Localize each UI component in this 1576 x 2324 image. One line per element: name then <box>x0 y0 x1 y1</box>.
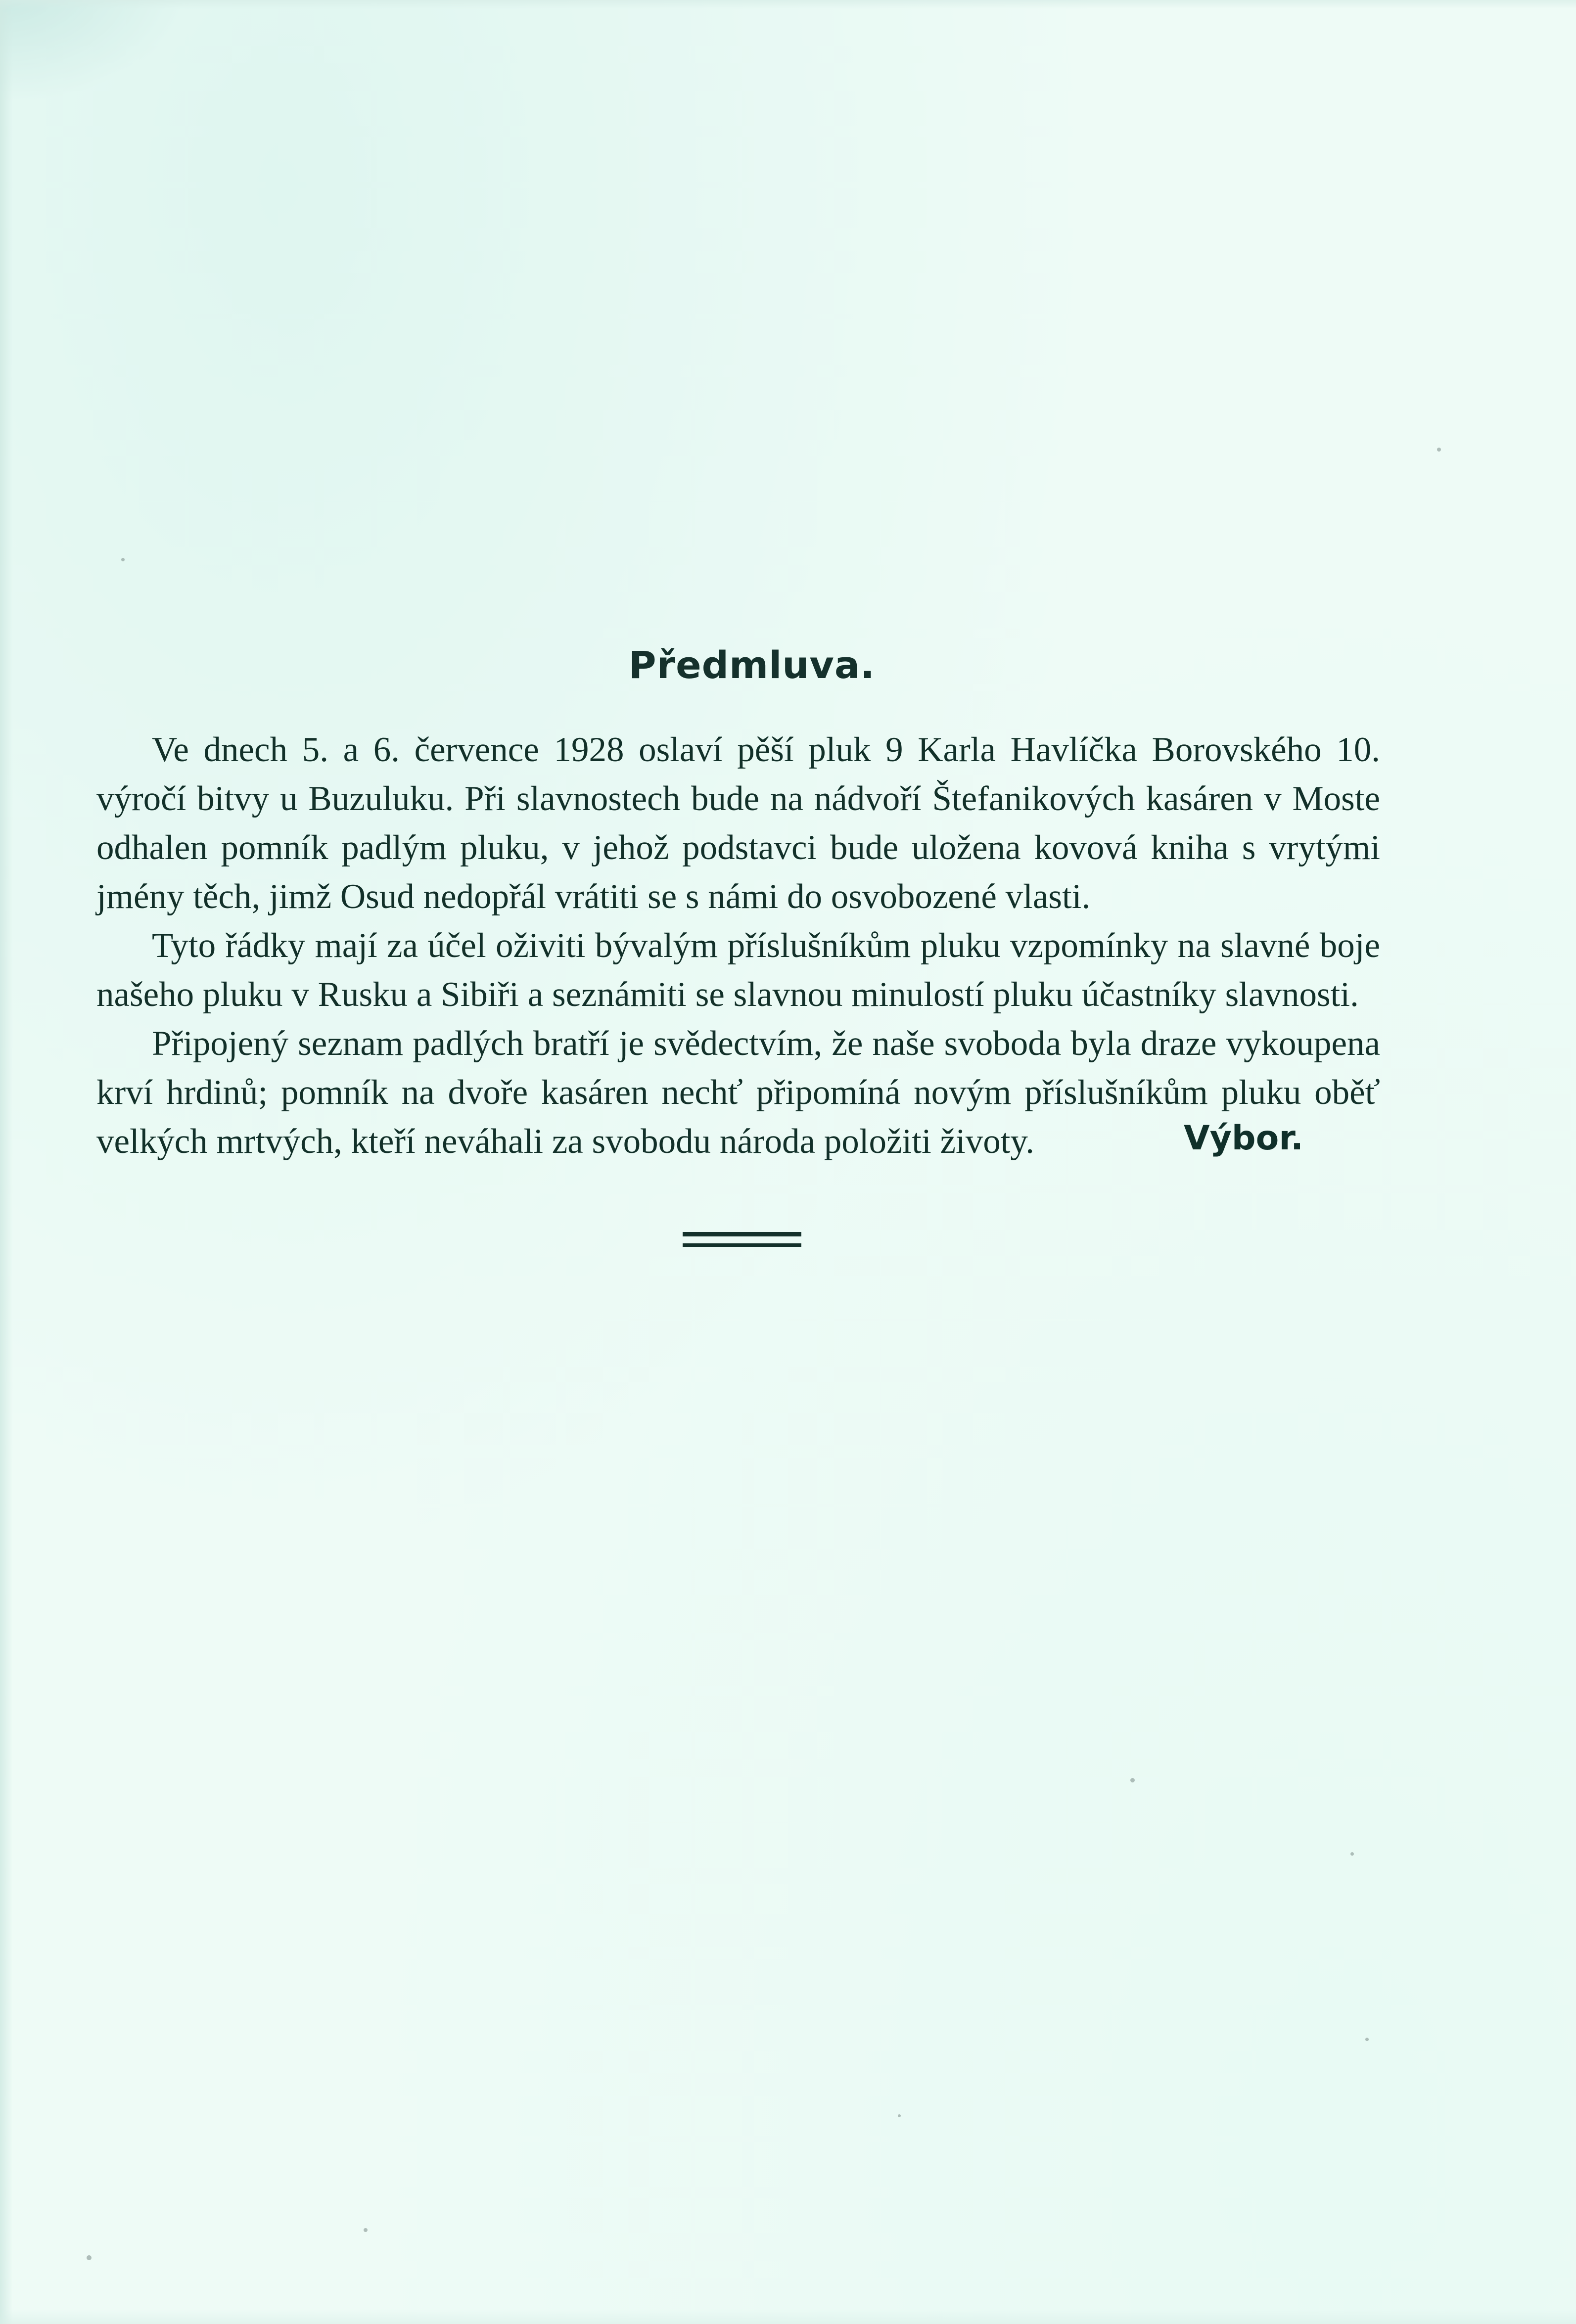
paper-speck <box>87 2255 92 2260</box>
paper-speck <box>1130 1778 1135 1782</box>
paper-speck <box>898 2114 901 2117</box>
signature: Výbor. <box>1183 1119 1303 1158</box>
ornament-rule-top <box>683 1232 801 1236</box>
paper-speck <box>1437 448 1441 452</box>
page-title: Předmluva. <box>628 643 876 687</box>
paper-speck <box>121 558 125 561</box>
ornament-rule-bottom <box>683 1243 801 1247</box>
paragraph-with-signature: Připojený seznam padlých bratří je svědectvím, že naše svoboda byla draze vykoupena krví hrdinů; pomník na dvoře kasáren nechť připomíná novým příslušníkům pluku oběť velkých mrtvých, kteří neváhali za svobodu národa položiti životy. <box>96 1024 1380 1161</box>
scan-edge-bottom <box>0 2309 1576 2324</box>
paragraph: Ve dnech 5. a 6. července 1928 oslaví pěší pluk 9 Karla Havlíčka Borovského 10. výročí bitvy u Buzuluku. Při slavnostech bude na nádvoří Štefanikových kasáren v Moste odhalen pomník padlým pluku, v jehož podstavci bude uložena kovová kniha s vrytými jmény těch, jimž Osud nedopřál vrátiti se s námi do osvobozené vlasti. <box>96 730 1380 916</box>
paragraph: Tyto řádky mají za účel oživiti bývalým příslušníkům pluku vzpomínky na slavné boje našeho pluku v Rusku a Sibiři a seznámiti se slavnou minulostí pluku účastníky slavnosti. <box>96 926 1380 1014</box>
double-rule-ornament <box>683 1232 801 1247</box>
preface-body <box>92 726 1392 1166</box>
scan-edge-top <box>0 0 1576 9</box>
scan-edge-left <box>0 0 13 2324</box>
paper-speck <box>364 2228 368 2232</box>
page-content <box>92 643 1392 1247</box>
scan-corner-shadow <box>0 0 188 104</box>
paper-speck <box>1350 1852 1354 1856</box>
paper-speck <box>1365 2038 1369 2041</box>
